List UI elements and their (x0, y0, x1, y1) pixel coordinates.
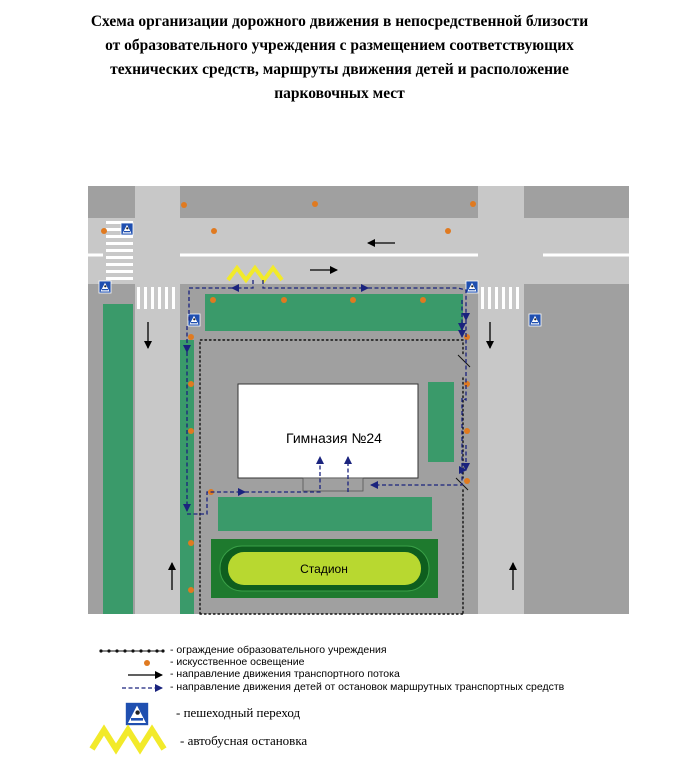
title-line-2: от образовательного учреждения с размещением соответствующих (105, 37, 574, 54)
legend-lighting-symbol (144, 660, 150, 666)
legend-crossing-label: - пешеходный переход (176, 705, 301, 720)
green-strip-right (428, 382, 454, 462)
legend-lighting-label: - искусственное освещение (170, 656, 305, 668)
legend-fence-symbol (99, 649, 164, 652)
legend-crossing-icon (125, 702, 149, 726)
legend-children-label: - направление движения детей от остановок маршрутных транспортных средств (170, 681, 565, 693)
school-entrance (303, 478, 363, 491)
legend-bus-stop-label: - автобусная остановка (180, 733, 308, 748)
title-line-3: технических средств, маршруты движения детей и расположение (110, 61, 569, 78)
stadium-label: Стадион (300, 562, 348, 576)
title-line-4: парковочных мест (274, 85, 405, 102)
left-road (135, 186, 180, 614)
legend-fence-label: - ограждение образовательного учреждения (170, 644, 387, 656)
sidewalk-top-left (88, 186, 135, 218)
crossing-sign-icon (529, 314, 541, 326)
sidewalk-top-middle (180, 186, 478, 218)
crossing-sign-icon (466, 281, 478, 293)
title-line-1: Схема организации дорожного движения в непосредственной близости (90, 13, 589, 30)
green-strip-bottom (218, 497, 432, 531)
legend-traffic-label: - направление движения транспортного потока (170, 668, 400, 680)
crossing-sign-icon (99, 281, 111, 293)
sidewalk-right-outer (524, 284, 629, 614)
crossing-sign-icon (121, 223, 133, 235)
legend-bus-stop-icon (92, 730, 164, 749)
green-strip-left (103, 304, 133, 614)
school-label: Гимназия №24 (286, 430, 382, 446)
sidewalk-top-right (524, 186, 629, 218)
right-road (478, 186, 524, 614)
crossing-sign-icon (188, 314, 200, 326)
